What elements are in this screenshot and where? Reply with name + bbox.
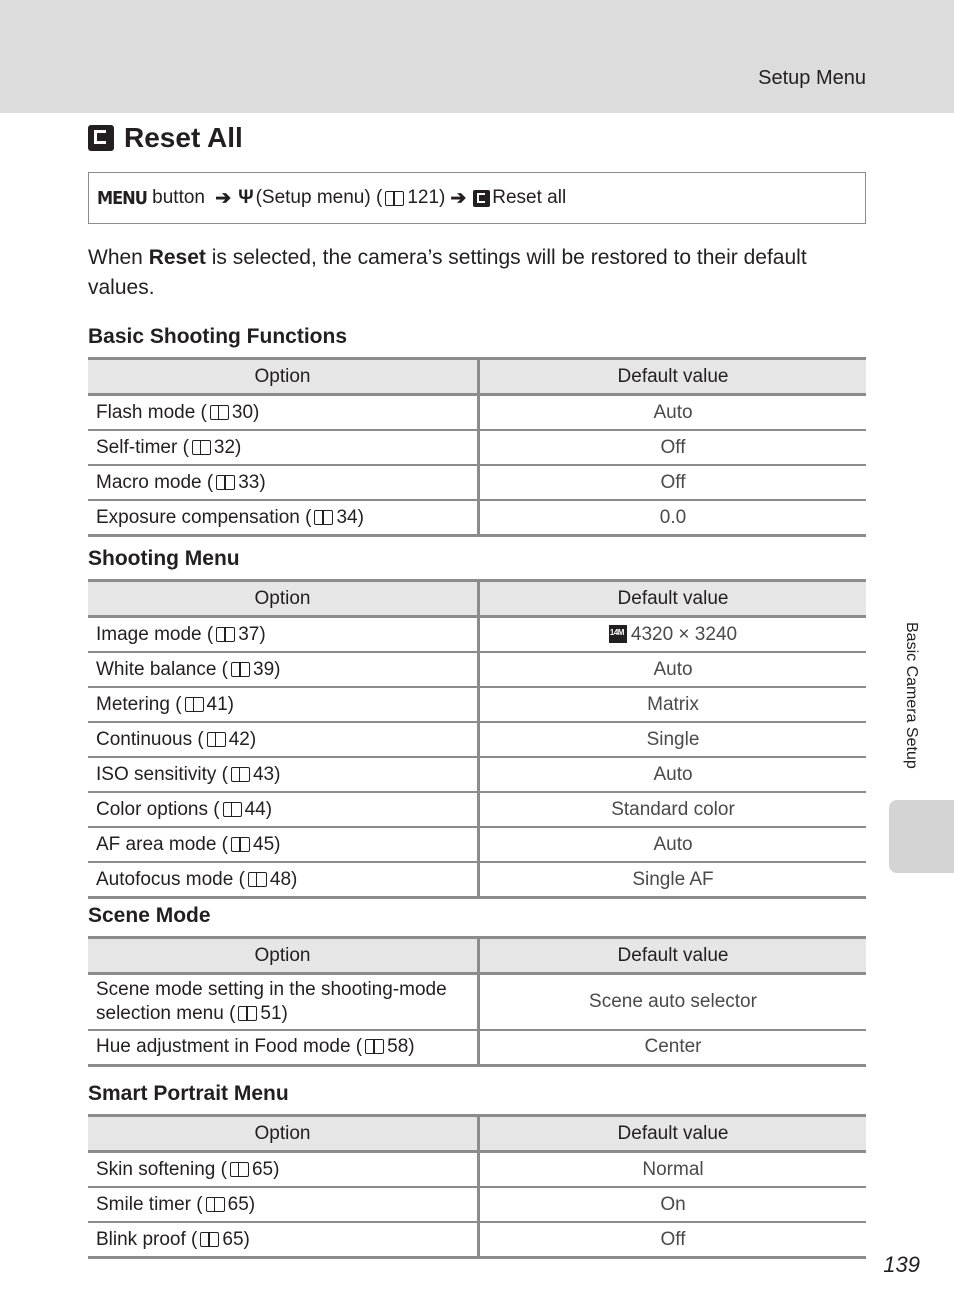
option-cell: Macro mode ( 33) [88,465,479,500]
book-icon [230,1162,249,1177]
arrow-right-icon: ➔ [215,187,232,209]
table-row [88,827,866,862]
table-header-row [88,581,866,617]
value-cell: Matrix [479,687,867,722]
option-cell: Autofocus mode ( 48) [88,862,479,898]
menu-path-box [88,172,866,224]
intro-paragraph [88,243,858,303]
value-cell: Auto [479,827,867,862]
book-icon [223,802,242,817]
nav-text-3: ) [439,187,446,208]
table-header-row [88,1116,866,1152]
table-row [88,465,866,500]
nav-text-1: button [146,187,211,208]
book-icon [385,191,404,206]
book-icon [192,440,211,455]
book-icon [314,510,333,525]
table-row [88,652,866,687]
option-cell: ISO sensitivity ( 43) [88,757,479,792]
col-default: Default value [479,581,867,617]
heading-basic-shooting: Basic Shooting Functions [88,325,348,348]
table-row [88,862,866,898]
reset-icon [88,125,114,151]
book-icon [231,837,250,852]
table-header-row [88,359,866,395]
value-cell: Auto [479,395,867,431]
col-default: Default value [479,359,867,395]
nav-page-ref: 121 [407,187,440,208]
option-cell: Image mode ( 37) [88,617,479,653]
value-cell: Auto [479,652,867,687]
intro-bold: Reset [148,246,206,269]
col-option: Option [88,938,479,974]
value-cell: Off [479,430,867,465]
option-cell: Flash mode ( 30) [88,395,479,431]
table-row [88,687,866,722]
table-row [88,1030,866,1066]
book-icon [248,872,267,887]
col-default: Default value [479,1116,867,1152]
heading-shooting-menu: Shooting Menu [88,547,240,570]
value-cell: Normal [479,1152,867,1188]
table-row [88,722,866,757]
col-default: Default value [479,938,867,974]
book-icon [206,1197,225,1212]
intro-prefix: When [88,246,149,269]
page-title-text: Reset All [124,122,243,153]
reset-icon [473,190,490,207]
table-row [88,757,866,792]
table-row [88,395,866,431]
book-icon [210,405,229,420]
arrow-right-icon: ➔ [450,187,467,209]
col-option: Option [88,359,479,395]
option-cell: Self-timer ( 32) [88,430,479,465]
table-row [88,430,866,465]
book-icon [207,732,226,747]
value-cell: Off [479,465,867,500]
option-cell: Continuous ( 42) [88,722,479,757]
book-icon [200,1232,219,1247]
side-tab-label: Basic Camera Setup [903,622,920,769]
table-shooting-menu [88,579,866,899]
option-cell: Smile timer ( 65) [88,1187,479,1222]
table-basic-shooting [88,357,866,537]
option-cell: White balance ( 39) [88,652,479,687]
table-smart-portrait [88,1114,866,1259]
option-cell: Blink proof ( 65) [88,1222,479,1258]
image-size-icon [609,625,627,643]
book-icon [231,662,250,677]
header-band [0,0,954,113]
option-cell: Skin softening ( 65) [88,1152,479,1188]
book-icon [231,767,250,782]
table-row [88,500,866,536]
option-cell: Color options ( 44) [88,792,479,827]
value-cell: 14M 4320 × 3240 [479,617,867,653]
table-row [88,974,866,1030]
book-icon [185,697,204,712]
value-cell: 0.0 [479,500,867,536]
section-label: Setup Menu [758,67,866,89]
table-header-row [88,938,866,974]
book-icon [216,475,235,490]
heading-scene-mode: Scene Mode [88,904,211,927]
table-scene-mode [88,936,866,1067]
value-cell: On [479,1187,867,1222]
value-cell: Single [479,722,867,757]
value-cell: Auto [479,757,867,792]
book-icon [238,1006,257,1021]
table-row [88,1152,866,1188]
value-cell: Scene auto selector [479,974,867,1030]
option-cell: Exposure compensation ( 34) [88,500,479,536]
option-cell: Scene mode setting in the shooting-mode selection menu ( 51) [88,974,479,1030]
table-row [88,1222,866,1258]
book-icon [216,627,235,642]
side-tab [889,800,954,873]
heading-smart-portrait: Smart Portrait Menu [88,1082,289,1105]
intro-suffix: is selected, the camera’s settings will be restored to their default values. [88,246,807,299]
page-number: 139 [883,1252,920,1277]
nav-text-2: (Setup menu) ( [255,187,383,208]
menu-button-icon: MENU [97,187,147,209]
col-option: Option [88,1116,479,1152]
value-cell: Off [479,1222,867,1258]
option-cell: Metering ( 41) [88,687,479,722]
book-icon [365,1039,384,1054]
table-row [88,1187,866,1222]
page-title [88,122,243,154]
value-cell: Single AF [479,862,867,898]
table-row [88,792,866,827]
value-cell: Center [479,1030,867,1066]
value-cell: Standard color [479,792,867,827]
wrench-icon: Ψ [238,187,254,208]
option-cell: Hue adjustment in Food mode ( 58) [88,1030,479,1066]
table-row [88,617,866,653]
option-cell: AF area mode ( 45) [88,827,479,862]
col-option: Option [88,581,479,617]
nav-text-4: Reset all [492,187,567,208]
